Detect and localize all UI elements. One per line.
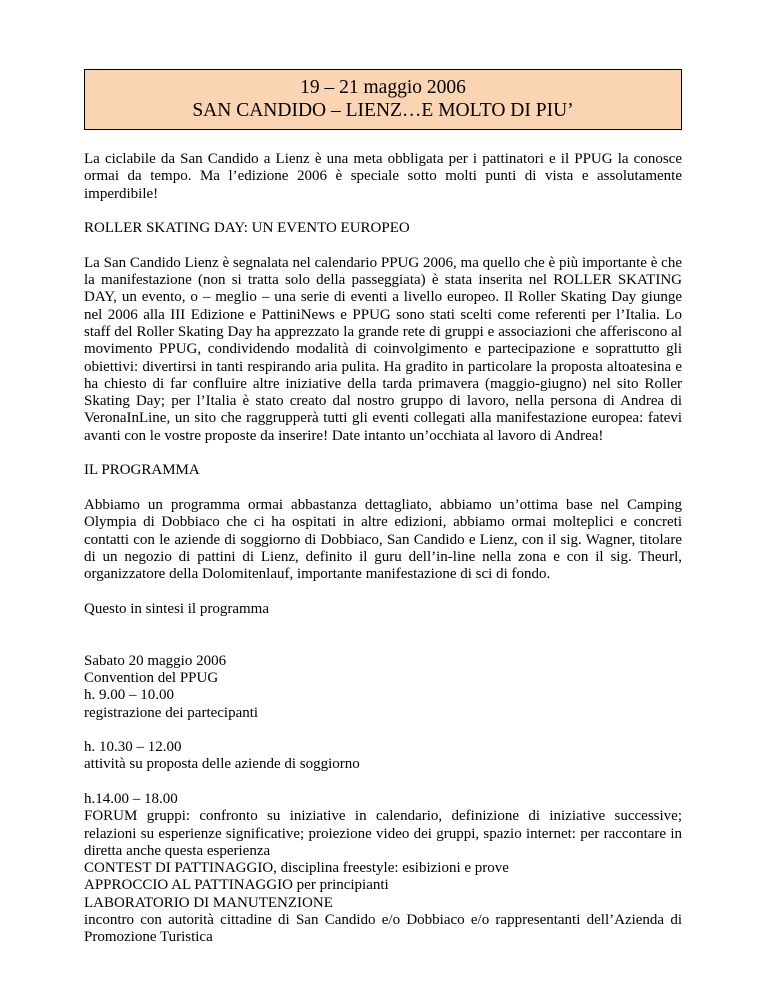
slot1-description: registrazione dei partecipanti — [84, 704, 259, 721]
title-dates: 19 – 21 maggio 2006 — [300, 77, 466, 98]
roller-skating-day-paragraph: La San Candido Lienz è segnalata nel calendario PPUG 2006, ma quello che è più importante è che la manifestazione (non si tratta solo della passeggiata) è stata inserita nel ROLLER SKATING DAY, un evento, o – meglio – una serie di eventi a livello europeo. Il Roller Skating Day giunge nel 2006 alla III Edizione e PattiniNews e PPUG sono stati scelti come referenti per l’Italia. Lo staff del Roller Skating Day ha apprezzato la grande rete di gruppi e associazioni che afferiscono al movimento PPUG, condividendo modalità di coinvolgimento e partecipazione e soprattutto gli obiettivi: divertirsi in tanti respirando aria pulita. Ha gradito in particolare la proposta altoatesina e ha chiesto di far confluire altre iniziative della tarda primavera (maggio-giugno) nel sito Roller Skating Day; per l’Italia è stato creato dal nostro gruppo di lavoro, nella persona di Andrea di VeronaInLine, un sito che raggrupperà tutti gli eventi collegati alla manifestazione europea: fatevi avanti con le vostre proposte da inserire! Date intanto un’occhiata al lavoro di Andrea! — [84, 254, 682, 444]
section-heading-programma: IL PROGRAMMA — [84, 462, 200, 479]
slot3-meeting: incontro con autorità cittadine di San Candido e/o Dobbiaco e/o rappresentanti dell’Azienda di Promozione Turistica — [84, 912, 682, 946]
program-event: Convention del PPUG — [84, 669, 219, 686]
title-box — [84, 69, 682, 130]
slot3-time: h.14.00 – 18.00 — [84, 790, 178, 807]
spacer — [84, 774, 682, 791]
slot3-contest: CONTEST DI PATTINAGGIO, disciplina freestyle: esibizioni e prove — [84, 860, 509, 877]
programma-summary: Questo in sintesi il programma — [84, 600, 269, 617]
slot2-description: attività su proposta delle aziende di soggiorno — [84, 756, 360, 773]
slot1-time: h. 9.00 – 10.00 — [84, 687, 174, 704]
title-headline: SAN CANDIDO – LIENZ…E MOLTO DI PIU’ — [192, 100, 574, 121]
programma-paragraph: Abbiamo un programma ormai abbastanza dettagliato, abbiamo un’ottima base nel Camping Olympia di Dobbiaco che ci ha ospitati in altre edizioni, abbiamo ormai molteplici e concreti contatti con le aziende di soggiorno di Dobbiaco, San Candido e Lienz, con il sig. Wagner, titolare di un negozio di pattini di Lienz, definito il guru dell’in-line nella zona e con il sig. Theurl, organizzatore della Dolomitenlauf, importante manifestazione di sci di fondo. — [84, 496, 682, 583]
slot2-time: h. 10.30 – 12.00 — [84, 739, 182, 756]
slot3-lab: LABORATORIO DI MANUTENZIONE — [84, 894, 333, 911]
slot3-approach: APPROCCIO AL PATTINAGGIO per principianti — [84, 877, 389, 894]
slot3-forum: FORUM gruppi: confronto su iniziative in calendario, definizione di iniziative successive; relazioni su esperienze significative; proiezione video dei gruppi, spazio internet: per raccontare in diretta anche questa esperienza — [84, 808, 682, 859]
program-day-block — [84, 653, 682, 722]
spacer — [84, 635, 682, 652]
spacer — [84, 722, 682, 739]
intro-paragraph: La ciclabile da San Candido a Lienz è una meta obbligata per i pattinatori e il PPUG la conosce ormai da tempo. Ma l’edizione 2006 è speciale sotto molti punti di vista e assolutamente imperdibile! — [84, 151, 682, 202]
program-day: Sabato 20 maggio 2006 — [84, 652, 227, 669]
section-heading-roller-skating-day: ROLLER SKATING DAY: UN EVENTO EUROPEO — [84, 220, 410, 237]
program-slot2-block — [84, 739, 682, 774]
document-body — [84, 151, 682, 947]
program-slot3-block — [84, 791, 682, 947]
